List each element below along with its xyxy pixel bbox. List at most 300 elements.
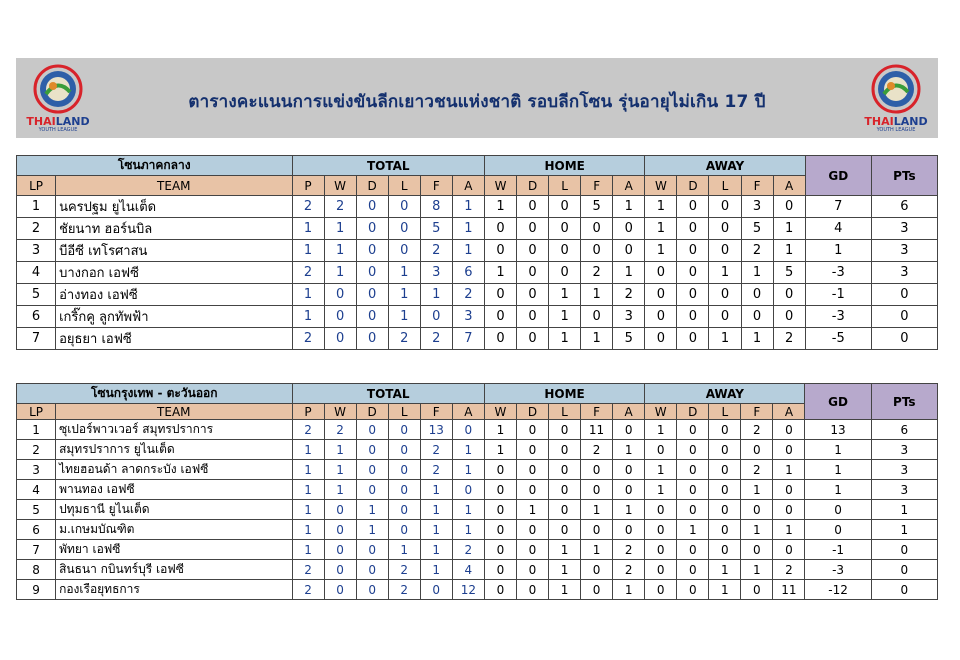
points-cell: 3 xyxy=(871,480,937,500)
rank-cell: 3 xyxy=(17,240,56,262)
total-stat-cell: 0 xyxy=(420,306,452,328)
goal-difference-cell: -5 xyxy=(805,328,871,350)
away-stat-cell: 1 xyxy=(709,560,741,580)
home-stat-cell: 0 xyxy=(548,520,580,540)
column-header-row xyxy=(17,176,938,196)
home-stat-cell: 1 xyxy=(484,420,516,440)
group-header-row xyxy=(17,384,938,404)
home-stat-cell: 0 xyxy=(517,196,549,218)
zone-title: โซนภาคกลาง xyxy=(17,156,293,176)
away-stat-cell: 0 xyxy=(645,440,677,460)
home-stat-cell: 1 xyxy=(581,500,613,520)
total-stat-cell: 0 xyxy=(452,480,484,500)
table-row xyxy=(17,500,938,520)
total-stat-cell: 5 xyxy=(420,218,452,240)
home-stat-cell: 0 xyxy=(484,328,516,350)
total-stat-cell: 1 xyxy=(292,284,324,306)
total-stat-cell: 0 xyxy=(356,560,388,580)
total-col-header: A xyxy=(452,176,484,196)
away-stat-cell: 1 xyxy=(645,420,677,440)
total-stat-cell: 0 xyxy=(324,328,356,350)
goal-difference-cell: 7 xyxy=(805,196,871,218)
away-stat-cell: 2 xyxy=(741,240,773,262)
points-cell: 3 xyxy=(871,240,937,262)
total-stat-cell: 2 xyxy=(452,284,484,306)
home-stat-cell: 11 xyxy=(581,420,613,440)
total-stat-cell: 1 xyxy=(388,262,420,284)
total-stat-cell: 4 xyxy=(452,560,484,580)
table-row xyxy=(17,520,938,540)
home-header: HOME xyxy=(484,156,644,176)
total-stat-cell: 0 xyxy=(324,520,356,540)
home-stat-cell: 0 xyxy=(613,218,645,240)
total-stat-cell: 0 xyxy=(356,480,388,500)
total-stat-cell: 1 xyxy=(452,196,484,218)
away-col-header: D xyxy=(677,176,709,196)
away-stat-cell: 1 xyxy=(645,480,677,500)
total-stat-cell: 1 xyxy=(324,480,356,500)
team-header: TEAM xyxy=(56,404,292,420)
total-stat-cell: 0 xyxy=(356,306,388,328)
goal-difference-cell: 1 xyxy=(805,240,871,262)
goal-difference-cell: -12 xyxy=(805,580,871,600)
home-col-header: A xyxy=(613,176,645,196)
total-stat-cell: 0 xyxy=(356,460,388,480)
home-stat-cell: 0 xyxy=(581,306,613,328)
total-col-header: W xyxy=(324,176,356,196)
away-col-header: F xyxy=(741,176,773,196)
team-name-cell: ม.เกษมบัณฑิต xyxy=(56,520,292,540)
pts-header: PTs xyxy=(871,156,937,196)
total-stat-cell: 1 xyxy=(356,520,388,540)
home-stat-cell: 1 xyxy=(548,560,580,580)
away-stat-cell: 1 xyxy=(773,520,805,540)
home-stat-cell: 0 xyxy=(516,540,548,560)
table-row xyxy=(17,196,938,218)
away-stat-cell: 0 xyxy=(773,284,805,306)
standings-table-bangkok-east xyxy=(16,383,938,600)
table-row xyxy=(17,440,938,460)
away-stat-cell: 0 xyxy=(677,440,709,460)
goal-difference-cell: 0 xyxy=(805,500,871,520)
home-stat-cell: 0 xyxy=(516,520,548,540)
home-stat-cell: 5 xyxy=(613,328,645,350)
points-cell: 6 xyxy=(871,420,937,440)
total-stat-cell: 1 xyxy=(452,218,484,240)
total-stat-cell: 1 xyxy=(292,500,324,520)
home-stat-cell: 1 xyxy=(613,500,645,520)
header-banner xyxy=(16,58,938,138)
total-col-header: W xyxy=(324,404,356,420)
total-stat-cell: 2 xyxy=(292,328,324,350)
away-stat-cell: 1 xyxy=(773,460,805,480)
home-stat-cell: 1 xyxy=(484,262,516,284)
goal-difference-cell: 0 xyxy=(805,520,871,540)
team-name-cell: สมุทรปราการ ยูไนเต็ด xyxy=(56,440,292,460)
points-cell: 1 xyxy=(871,520,937,540)
home-stat-cell: 0 xyxy=(581,560,613,580)
home-stat-cell: 0 xyxy=(549,240,581,262)
total-col-header: P xyxy=(292,176,324,196)
standings-table-central xyxy=(16,155,938,350)
total-stat-cell: 1 xyxy=(292,540,324,560)
away-stat-cell: 0 xyxy=(677,218,709,240)
total-stat-cell: 0 xyxy=(388,460,420,480)
home-stat-cell: 1 xyxy=(549,306,581,328)
home-stat-cell: 3 xyxy=(613,306,645,328)
home-stat-cell: 1 xyxy=(516,500,548,520)
away-col-header: D xyxy=(677,404,709,420)
away-stat-cell: 11 xyxy=(773,580,805,600)
home-stat-cell: 2 xyxy=(613,284,645,306)
total-stat-cell: 2 xyxy=(292,580,324,600)
away-stat-cell: 0 xyxy=(645,328,677,350)
away-stat-cell: 1 xyxy=(645,196,677,218)
total-stat-cell: 1 xyxy=(292,440,324,460)
rank-cell: 9 xyxy=(17,580,56,600)
away-stat-cell: 0 xyxy=(645,580,677,600)
goal-difference-cell: 1 xyxy=(805,440,871,460)
away-stat-cell: 1 xyxy=(645,240,677,262)
home-stat-cell: 0 xyxy=(516,480,548,500)
table-row xyxy=(17,480,938,500)
away-stat-cell: 0 xyxy=(645,284,677,306)
away-stat-cell: 5 xyxy=(741,218,773,240)
pts-header: PTs xyxy=(871,384,937,420)
home-stat-cell: 2 xyxy=(613,540,645,560)
rank-cell: 1 xyxy=(17,196,56,218)
team-name-cell: บีอีซี เทโรศาสน xyxy=(56,240,292,262)
away-stat-cell: 0 xyxy=(709,480,741,500)
home-stat-cell: 0 xyxy=(484,520,516,540)
total-stat-cell: 0 xyxy=(356,440,388,460)
table-row xyxy=(17,420,938,440)
away-stat-cell: 0 xyxy=(645,540,677,560)
home-stat-cell: 2 xyxy=(581,262,613,284)
away-stat-cell: 1 xyxy=(741,480,773,500)
home-stat-cell: 0 xyxy=(549,218,581,240)
total-col-header: L xyxy=(388,404,420,420)
table-row xyxy=(17,218,938,240)
home-stat-cell: 0 xyxy=(517,218,549,240)
total-stat-cell: 1 xyxy=(292,240,324,262)
total-header: TOTAL xyxy=(292,384,484,404)
home-stat-cell: 0 xyxy=(549,262,581,284)
home-stat-cell: 1 xyxy=(581,540,613,560)
team-name-cell: อ่างทอง เอฟซี xyxy=(56,284,292,306)
total-stat-cell: 1 xyxy=(388,540,420,560)
away-stat-cell: 0 xyxy=(741,306,773,328)
total-stat-cell: 0 xyxy=(356,240,388,262)
logo-subtitle: YOUTH LEAGUE xyxy=(876,127,916,133)
total-stat-cell: 8 xyxy=(420,196,452,218)
total-stat-cell: 0 xyxy=(388,500,420,520)
football-emblem-icon xyxy=(858,64,934,116)
total-stat-cell: 1 xyxy=(292,480,324,500)
team-name-cell: อยุธยา เอฟซี xyxy=(56,328,292,350)
total-header: TOTAL xyxy=(292,156,484,176)
home-stat-cell: 0 xyxy=(613,420,645,440)
team-name-cell: พัทยา เอฟซี xyxy=(56,540,292,560)
away-stat-cell: 5 xyxy=(773,262,805,284)
home-col-header: L xyxy=(549,176,581,196)
home-col-header: L xyxy=(548,404,580,420)
rank-cell: 2 xyxy=(17,218,56,240)
table-row xyxy=(17,306,938,328)
away-stat-cell: 0 xyxy=(709,306,741,328)
home-stat-cell: 0 xyxy=(613,480,645,500)
home-stat-cell: 0 xyxy=(516,420,548,440)
page-title: ตารางคะแนนการแข่งขันลีกเยาวชนแห่งชาติ รอบลีกโซน รุ่นอายุไม่เกิน 17 ปี xyxy=(188,92,766,112)
total-stat-cell: 0 xyxy=(356,262,388,284)
home-stat-cell: 0 xyxy=(581,520,613,540)
goal-difference-cell: -3 xyxy=(805,262,871,284)
logo-wordmark: THAILAND xyxy=(864,115,928,128)
home-stat-cell: 2 xyxy=(581,440,613,460)
away-stat-cell: 0 xyxy=(677,540,709,560)
group-header-row xyxy=(17,156,938,176)
home-col-header: D xyxy=(517,176,549,196)
home-stat-cell: 1 xyxy=(484,196,516,218)
total-stat-cell: 0 xyxy=(388,480,420,500)
home-col-header: F xyxy=(581,176,613,196)
total-stat-cell: 1 xyxy=(388,306,420,328)
total-stat-cell: 0 xyxy=(388,218,420,240)
away-stat-cell: 1 xyxy=(773,240,805,262)
rank-cell: 4 xyxy=(17,480,56,500)
away-stat-cell: 2 xyxy=(741,460,773,480)
team-name-cell: กองเรือยุทธการ xyxy=(56,580,292,600)
away-col-header: A xyxy=(773,404,805,420)
home-stat-cell: 1 xyxy=(613,580,645,600)
away-stat-cell: 0 xyxy=(709,460,741,480)
total-stat-cell: 0 xyxy=(420,580,452,600)
team-name-cell: ปทุมธานี ยูไนเต็ด xyxy=(56,500,292,520)
total-stat-cell: 2 xyxy=(388,580,420,600)
total-stat-cell: 0 xyxy=(356,284,388,306)
points-cell: 0 xyxy=(871,560,937,580)
total-stat-cell: 1 xyxy=(420,480,452,500)
goal-difference-cell: -3 xyxy=(805,306,871,328)
total-stat-cell: 0 xyxy=(356,540,388,560)
away-stat-cell: 0 xyxy=(645,306,677,328)
away-stat-cell: 1 xyxy=(741,328,773,350)
away-stat-cell: 0 xyxy=(773,420,805,440)
points-cell: 3 xyxy=(871,440,937,460)
logo-wordmark: THAILAND xyxy=(26,115,90,128)
away-stat-cell: 0 xyxy=(773,440,805,460)
team-name-cell: ไทยฮอนด้า ลาดกระบัง เอฟซี xyxy=(56,460,292,480)
away-stat-cell: 0 xyxy=(677,240,709,262)
home-stat-cell: 0 xyxy=(484,480,516,500)
thailand-youth-league-logo xyxy=(858,64,934,132)
goal-difference-cell: -3 xyxy=(805,560,871,580)
away-stat-cell: 0 xyxy=(773,540,805,560)
total-stat-cell: 2 xyxy=(388,560,420,580)
away-stat-cell: 0 xyxy=(741,284,773,306)
total-stat-cell: 12 xyxy=(452,580,484,600)
away-stat-cell: 0 xyxy=(773,196,805,218)
total-stat-cell: 0 xyxy=(324,284,356,306)
away-stat-cell: 1 xyxy=(773,218,805,240)
total-stat-cell: 2 xyxy=(420,328,452,350)
points-cell: 3 xyxy=(871,460,937,480)
total-stat-cell: 0 xyxy=(324,306,356,328)
team-name-cell: สินธนา กบินทร์บุรี เอฟซี xyxy=(56,560,292,580)
total-stat-cell: 2 xyxy=(324,196,356,218)
total-stat-cell: 7 xyxy=(452,328,484,350)
away-stat-cell: 3 xyxy=(741,196,773,218)
home-stat-cell: 1 xyxy=(581,328,613,350)
points-cell: 3 xyxy=(871,262,937,284)
home-stat-cell: 0 xyxy=(484,580,516,600)
home-stat-cell: 0 xyxy=(484,306,516,328)
gd-header: GD xyxy=(805,384,871,420)
team-name-cell: ซุเปอร์พาวเวอร์ สมุทรปราการ xyxy=(56,420,292,440)
home-stat-cell: 0 xyxy=(484,240,516,262)
rank-cell: 2 xyxy=(17,440,56,460)
home-col-header: W xyxy=(484,176,516,196)
home-stat-cell: 1 xyxy=(613,440,645,460)
away-stat-cell: 2 xyxy=(741,420,773,440)
total-stat-cell: 0 xyxy=(356,196,388,218)
away-stat-cell: 0 xyxy=(709,284,741,306)
home-stat-cell: 0 xyxy=(517,284,549,306)
away-stat-cell: 2 xyxy=(773,560,805,580)
away-stat-cell: 2 xyxy=(773,328,805,350)
goal-difference-cell: 1 xyxy=(805,480,871,500)
total-stat-cell: 1 xyxy=(324,440,356,460)
home-stat-cell: 0 xyxy=(613,460,645,480)
away-stat-cell: 0 xyxy=(773,500,805,520)
home-stat-cell: 1 xyxy=(549,284,581,306)
away-stat-cell: 0 xyxy=(677,500,709,520)
total-stat-cell: 2 xyxy=(420,440,452,460)
away-stat-cell: 0 xyxy=(677,460,709,480)
away-col-header: L xyxy=(709,176,741,196)
home-stat-cell: 1 xyxy=(484,440,516,460)
away-stat-cell: 0 xyxy=(677,196,709,218)
home-stat-cell: 0 xyxy=(484,218,516,240)
table-row xyxy=(17,580,938,600)
home-stat-cell: 1 xyxy=(548,580,580,600)
away-stat-cell: 0 xyxy=(741,580,773,600)
away-stat-cell: 0 xyxy=(741,540,773,560)
away-stat-cell: 0 xyxy=(773,480,805,500)
home-stat-cell: 0 xyxy=(517,240,549,262)
rank-cell: 6 xyxy=(17,306,56,328)
total-stat-cell: 1 xyxy=(292,306,324,328)
away-stat-cell: 1 xyxy=(709,580,741,600)
total-stat-cell: 0 xyxy=(324,500,356,520)
away-stat-cell: 0 xyxy=(677,560,709,580)
total-stat-cell: 1 xyxy=(452,240,484,262)
total-stat-cell: 2 xyxy=(292,196,324,218)
total-col-header: P xyxy=(292,404,324,420)
total-stat-cell: 2 xyxy=(292,262,324,284)
rank-cell: 5 xyxy=(17,284,56,306)
home-stat-cell: 0 xyxy=(484,460,516,480)
away-stat-cell: 0 xyxy=(709,440,741,460)
away-col-header: F xyxy=(741,404,773,420)
total-stat-cell: 0 xyxy=(356,218,388,240)
away-stat-cell: 0 xyxy=(645,520,677,540)
total-stat-cell: 1 xyxy=(388,284,420,306)
home-stat-cell: 0 xyxy=(548,440,580,460)
goal-difference-cell: 1 xyxy=(805,460,871,480)
total-stat-cell: 0 xyxy=(324,560,356,580)
away-stat-cell: 1 xyxy=(741,262,773,284)
total-stat-cell: 2 xyxy=(420,240,452,262)
team-name-cell: บางกอก เอฟซี xyxy=(56,262,292,284)
rank-cell: 3 xyxy=(17,460,56,480)
home-stat-cell: 0 xyxy=(516,580,548,600)
home-stat-cell: 1 xyxy=(581,284,613,306)
total-stat-cell: 3 xyxy=(452,306,484,328)
points-cell: 6 xyxy=(871,196,937,218)
points-cell: 3 xyxy=(871,218,937,240)
lp-header: LP xyxy=(17,176,56,196)
home-header: HOME xyxy=(484,384,644,404)
away-stat-cell: 1 xyxy=(645,460,677,480)
logo-subtitle: YOUTH LEAGUE xyxy=(38,127,78,133)
table-row xyxy=(17,262,938,284)
away-header: AWAY xyxy=(645,384,805,404)
total-stat-cell: 1 xyxy=(324,240,356,262)
rank-cell: 1 xyxy=(17,420,56,440)
away-stat-cell: 0 xyxy=(709,540,741,560)
team-name-cell: พานทอง เอฟซี xyxy=(56,480,292,500)
home-stat-cell: 0 xyxy=(548,420,580,440)
points-cell: 1 xyxy=(871,500,937,520)
away-stat-cell: 1 xyxy=(709,262,741,284)
home-stat-cell: 0 xyxy=(516,460,548,480)
home-stat-cell: 0 xyxy=(484,560,516,580)
away-stat-cell: 0 xyxy=(677,580,709,600)
total-stat-cell: 0 xyxy=(356,580,388,600)
total-stat-cell: 1 xyxy=(452,520,484,540)
away-stat-cell: 0 xyxy=(645,500,677,520)
points-cell: 0 xyxy=(871,580,937,600)
home-stat-cell: 0 xyxy=(549,196,581,218)
team-header: TEAM xyxy=(56,176,292,196)
home-stat-cell: 0 xyxy=(581,480,613,500)
home-stat-cell: 0 xyxy=(581,240,613,262)
away-stat-cell: 0 xyxy=(677,284,709,306)
home-stat-cell: 0 xyxy=(484,284,516,306)
total-stat-cell: 2 xyxy=(292,420,324,440)
total-stat-cell: 0 xyxy=(356,420,388,440)
points-cell: 0 xyxy=(871,284,937,306)
total-stat-cell: 1 xyxy=(292,218,324,240)
away-stat-cell: 0 xyxy=(709,240,741,262)
away-stat-cell: 0 xyxy=(741,440,773,460)
total-stat-cell: 0 xyxy=(388,520,420,540)
total-stat-cell: 2 xyxy=(324,420,356,440)
rank-cell: 7 xyxy=(17,328,56,350)
away-col-header: W xyxy=(645,404,677,420)
home-stat-cell: 0 xyxy=(581,580,613,600)
total-stat-cell: 1 xyxy=(324,460,356,480)
away-stat-cell: 1 xyxy=(709,328,741,350)
away-stat-cell: 1 xyxy=(677,520,709,540)
away-stat-cell: 0 xyxy=(645,262,677,284)
total-stat-cell: 0 xyxy=(324,580,356,600)
total-col-header: D xyxy=(356,404,388,420)
home-stat-cell: 1 xyxy=(613,262,645,284)
total-stat-cell: 1 xyxy=(292,520,324,540)
away-stat-cell: 1 xyxy=(645,218,677,240)
